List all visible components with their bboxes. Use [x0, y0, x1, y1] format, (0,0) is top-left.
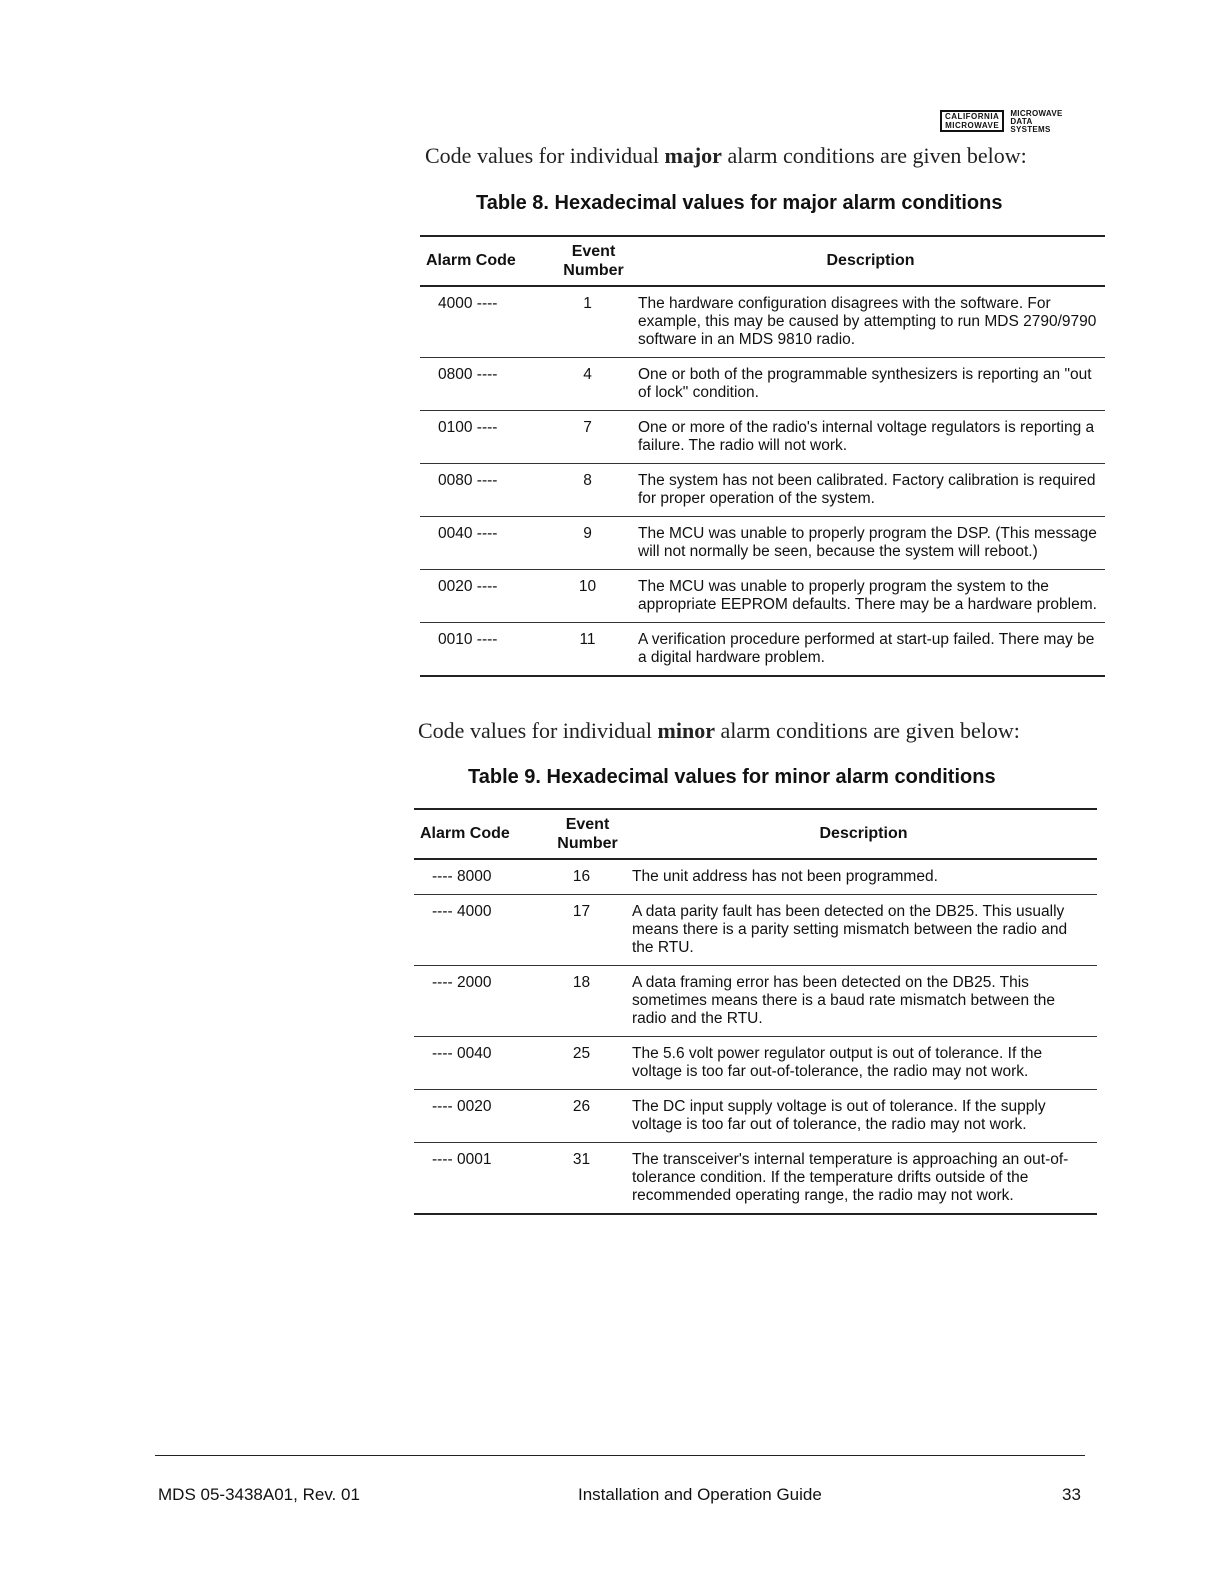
- table-row: [414, 966, 1097, 1037]
- minor-intro-text: [418, 718, 1020, 744]
- description-cell: One or both of the programmable synthesizers is reporting an "out of lock" condition.: [638, 366, 1092, 401]
- event-number-cell: 4: [583, 366, 592, 383]
- header-event-line1: Event: [571, 243, 616, 260]
- table-row: [420, 570, 1105, 623]
- table-row: [414, 1143, 1097, 1215]
- logo-box-line2: MICROWAVE: [945, 121, 1000, 130]
- table8: [420, 235, 1105, 677]
- event-number-cell: 7: [583, 419, 592, 436]
- event-number-cell: 9: [583, 525, 592, 542]
- description-cell: The MCU was unable to properly program the DSP. (This message will not normally be seen, because the system will reboot.): [638, 525, 1097, 560]
- footer-rule: [155, 1455, 1085, 1456]
- alarm-code-cell: ---- 4000: [432, 903, 492, 920]
- alarm-code-cell: 0040 ----: [438, 525, 498, 542]
- table-row: [420, 358, 1105, 411]
- event-number-cell: 10: [578, 578, 597, 595]
- logo-words: [1010, 110, 1062, 134]
- logo-word: DATA: [1010, 117, 1033, 126]
- alarm-code-cell: 0080 ----: [438, 472, 498, 489]
- intro-before: Code values for individual: [418, 718, 658, 743]
- logo-box: [940, 110, 1004, 132]
- table-body: [414, 860, 1097, 1215]
- event-number-cell: 1: [583, 295, 592, 312]
- table-row: [414, 860, 1097, 895]
- alarm-code-cell: 4000 ----: [438, 295, 498, 312]
- description-cell: One or more of the radio's internal voltage regulators is reporting a failure. The radio will not work.: [638, 419, 1095, 454]
- alarm-code-cell: 0100 ----: [438, 419, 498, 436]
- header-event-number: [551, 242, 636, 280]
- header-alarm-code: Alarm Code: [426, 252, 516, 269]
- event-number-cell: 17: [572, 903, 591, 920]
- alarm-code-cell: ---- 0001: [432, 1151, 492, 1168]
- alarm-code-cell: ---- 8000: [432, 868, 492, 885]
- description-cell: The 5.6 volt power regulator output is out of tolerance. If the voltage is too far out-of-tolerance, the radio may not work.: [632, 1045, 1043, 1080]
- table-header: [414, 808, 1097, 860]
- description-cell: The system has not been calibrated. Factory calibration is required for proper operation of the system.: [638, 472, 1096, 507]
- alarm-code-cell: 0020 ----: [438, 578, 498, 595]
- description-cell: The MCU was unable to properly program the system to the appropriate EEPROM defaults. There may be a hardware problem.: [638, 578, 1097, 613]
- alarm-code-cell: ---- 0040: [432, 1045, 492, 1062]
- table9-caption: Table 9. Hexadecimal values for minor alarm conditions: [468, 766, 996, 788]
- event-number-cell: 11: [579, 631, 596, 648]
- event-number-cell: 18: [572, 974, 591, 991]
- footer-page-number: 33: [1062, 1485, 1081, 1504]
- intro-after: alarm conditions are given below:: [721, 143, 1027, 168]
- table-row: [420, 411, 1105, 464]
- description-cell: A verification procedure performed at start-up failed. There may be a digital hardware problem.: [638, 631, 1095, 666]
- alarm-code-cell: 0010 ----: [438, 631, 498, 648]
- intro-bold: major: [664, 143, 722, 168]
- table9: [414, 808, 1097, 1215]
- intro-bold: minor: [657, 718, 715, 743]
- header-event-line2: Number: [563, 262, 624, 279]
- header-description: Description: [826, 252, 915, 269]
- header-description: Description: [819, 825, 908, 842]
- company-logo: [940, 110, 1063, 134]
- description-cell: The DC input supply voltage is out of tolerance. If the supply voltage is too far out of tolerance, the radio may not work.: [632, 1098, 1046, 1133]
- alarm-code-cell: ---- 0020: [432, 1098, 492, 1115]
- description-cell: The hardware configuration disagrees with the software. For example, this may be caused by attempting to run MDS 2790/9790 software in an MDS 9810 radio.: [638, 295, 1097, 348]
- alarm-code-cell: 0800 ----: [438, 366, 498, 383]
- table8-caption: Table 8. Hexadecimal values for major alarm conditions: [476, 192, 1003, 214]
- table-header: [420, 235, 1105, 287]
- logo-word: MICROWAVE: [1010, 109, 1063, 118]
- header-event-line1: Event: [565, 816, 610, 833]
- description-cell: A data parity fault has been detected on the DB25. This usually means there is a parity setting mismatch between the radio and the RTU.: [632, 903, 1068, 956]
- event-number-cell: 25: [572, 1045, 591, 1062]
- major-intro-text: [425, 143, 1027, 169]
- table-body: [420, 287, 1105, 677]
- description-cell: The transceiver's internal temperature is approaching an out-of-tolerance condition. If the temperature drifts outside of the recommended operating range, the radio may not work.: [632, 1151, 1069, 1204]
- logo-box-line1: CALIFORNIA: [945, 112, 1000, 121]
- table-row: [420, 517, 1105, 570]
- header-event-line2: Number: [557, 835, 618, 852]
- header-alarm-code: Alarm Code: [420, 825, 510, 842]
- table-row: [420, 287, 1105, 358]
- logo-word: SYSTEMS: [1010, 125, 1051, 134]
- description-cell: The unit address has not been programmed.: [632, 868, 938, 885]
- table-row: [420, 623, 1105, 677]
- header-event-number: [545, 815, 630, 853]
- table-row: [414, 1037, 1097, 1090]
- event-number-cell: 8: [583, 472, 592, 489]
- event-number-cell: 16: [572, 868, 591, 885]
- event-number-cell: 31: [572, 1151, 591, 1168]
- table-row: [414, 895, 1097, 966]
- footer-doc-number: MDS 05-3438A01, Rev. 01: [158, 1485, 360, 1504]
- alarm-code-cell: ---- 2000: [432, 974, 492, 991]
- footer-guide-title: Installation and Operation Guide: [578, 1485, 822, 1504]
- table-row: [420, 464, 1105, 517]
- intro-before: Code values for individual: [425, 143, 665, 168]
- intro-after: alarm conditions are given below:: [714, 718, 1020, 743]
- description-cell: A data framing error has been detected on the DB25. This sometimes means there is a baud rate mismatch between the radio and the RTU.: [632, 974, 1056, 1027]
- event-number-cell: 26: [572, 1098, 591, 1115]
- table-row: [414, 1090, 1097, 1143]
